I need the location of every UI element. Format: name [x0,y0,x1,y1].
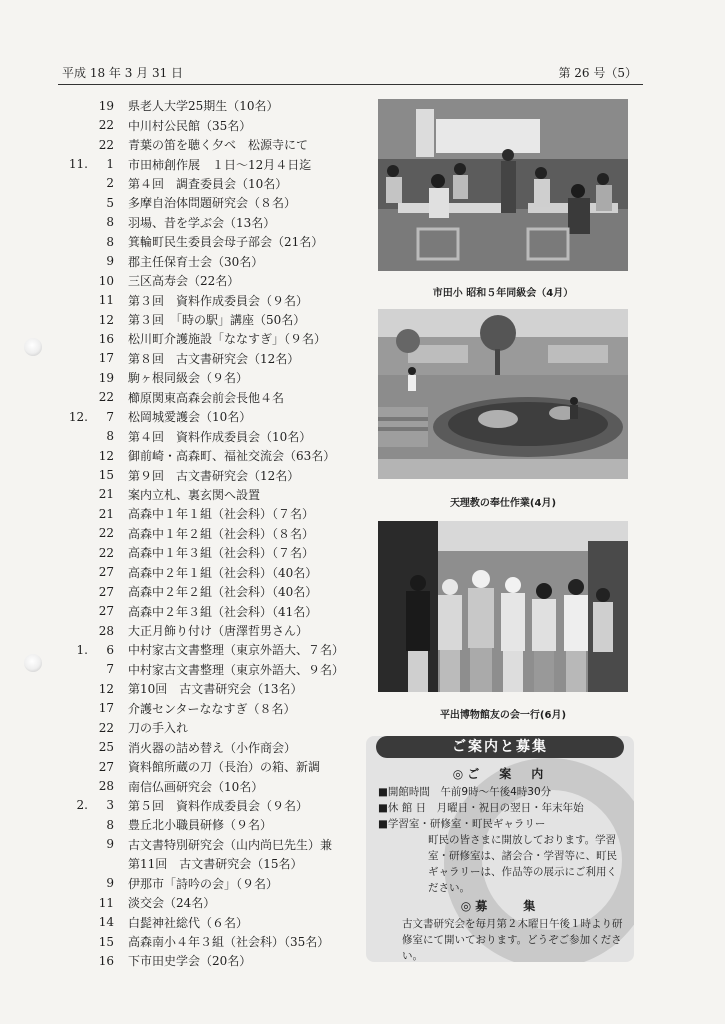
log-text: 中村家古文書整理（東京外語大、９名） [128,662,345,677]
photo-class-reunion [378,99,628,271]
log-text: 県老人大学25期生（10名） [128,99,279,114]
log-day: 3 [106,798,114,813]
log-day: 28 [98,779,114,794]
log-day: 7 [106,662,114,677]
log-day: 2 [106,176,114,191]
log-entry [66,757,356,776]
log-text: 古文書特別研究会（山内尚巳先生）兼 [128,837,333,852]
log-entry [66,407,356,426]
log-day: 17 [98,701,114,716]
log-text: 市田柿創作展 １日～12月４日迄 [128,157,312,172]
log-text: 多摩自治体問題研究会（８名） [128,196,297,211]
log-text: 三区高寿会（22名） [128,274,240,289]
log-entry [66,912,356,931]
log-day: 28 [98,623,114,638]
log-text: 高森中２年３組（社会科）（41名） [128,604,318,619]
log-day: 16 [98,331,114,346]
log-text: 豊丘北小職員研修（９名） [128,818,273,833]
log-text: 案内立札、裏玄関へ設置 [128,487,261,502]
log-text: 第10回 古文書研究会（13名） [128,682,303,697]
log-text: 羽場、昔を学ぶ会（13名） [128,215,276,230]
recruit-heading: ◎募 集 [460,899,540,913]
log-text: 御前崎・高森町、福祉交流会（63名） [128,449,336,464]
opening-hours: ■開館時間 午前9時～午後4時30分 [378,786,552,798]
info-box-body [366,764,634,964]
log-entry [66,504,356,523]
log-entry [66,951,356,970]
log-day: 27 [98,565,114,580]
log-entry [66,135,356,154]
log-text: 高森中２年１組（社会科）（40名） [128,565,318,580]
log-entry [66,737,356,756]
log-entry [66,621,356,640]
log-entry [66,796,356,815]
log-month: 12. [68,409,88,424]
info-box [366,736,634,962]
log-text: 第４回 資料作成委員会（10名） [128,429,312,444]
log-day: 7 [106,409,114,424]
log-entry [66,718,356,737]
log-day: 12 [98,312,114,327]
photo-caption: 天理教の奉仕作業(4月) [449,498,557,509]
log-entry [66,96,356,115]
log-text: 第５回 資料作成委員会（９名） [128,798,309,813]
log-day: 1 [106,157,114,172]
log-text: 松岡城愛護会（10名） [128,410,252,425]
log-entry [66,329,356,348]
log-entry [66,874,356,893]
log-text: 郡主任保育士会（30名） [128,254,264,269]
log-day: 8 [106,429,114,444]
log-day: 22 [98,526,114,541]
log-day: 9 [106,876,114,891]
log-text: 高森南小４年３組（社会科）（35名） [128,935,330,950]
photo-caption: 平出博物館友の会一行(6月) [439,710,567,721]
activity-log [66,96,356,971]
log-day: 16 [98,953,114,968]
log-entry [66,776,356,795]
log-day: 27 [98,604,114,619]
log-text: 第４回 調査委員会（10名） [128,176,288,191]
issue-number: 第 26 号（5） [558,66,637,80]
log-text: 大正月飾り付け（唐澤哲男さん） [128,624,309,639]
log-day: 11 [98,293,114,308]
log-day: 22 [98,720,114,735]
log-entry [66,368,356,387]
rooms-description: 町民の皆さまに開放しております。学習室・研修室は、諸会合・学習等に、町民ギャラリーは、作品等の展示にご利用ください。 [428,834,617,894]
log-text: 第３回 資料作成委員会（９名） [128,293,309,308]
log-entry [66,893,356,912]
log-entry [66,310,356,329]
log-day: 21 [98,487,114,502]
log-day: 10 [98,273,114,288]
photo-museum-group [378,521,628,692]
log-text: 青葉の笛を聴く夕べ 松源寺にて [128,138,309,153]
log-entry [66,601,356,620]
log-month: 11. [68,157,88,172]
log-day: 8 [106,234,114,249]
log-entry [66,271,356,290]
log-entry [66,485,356,504]
log-day: 5 [106,195,114,210]
photo-caption: 市田小 昭和５年同級会（4月） [432,288,574,299]
rooms-heading: ■学習室・研修室・町民ギャラリー [378,818,546,830]
log-text: 高森中１年３組（社会科）（７名） [128,546,315,561]
log-text: 消火器の詰め替え（小作商会） [128,740,297,755]
log-entry [66,815,356,834]
log-day: 22 [98,118,114,133]
log-text: 中村家古文書整理（東京外語大、７名） [128,643,345,658]
log-day: 21 [98,506,114,521]
binder-hole [24,654,42,672]
log-text: 下市田史学会（20名） [128,954,252,969]
log-text: 駒ヶ根同級会（９名） [128,371,249,386]
header-rule [58,84,643,85]
log-text: 中川村公民館（35名） [128,118,252,133]
log-text: 松川町介護施設「ななすぎ」（９名） [128,332,327,347]
log-entry [66,115,356,134]
log-entry [66,232,356,251]
log-text: 第９回 古文書研究会（12名） [128,468,300,483]
log-entry [66,640,356,659]
log-entry [66,388,356,407]
log-day: 14 [98,915,114,930]
info-box-title: ご案内と募集 [376,736,624,758]
log-entry [66,193,356,212]
guide-heading: ◎ご 案 内 [452,767,548,781]
log-day: 15 [98,934,114,949]
log-day: 19 [98,98,114,113]
log-entry [66,524,356,543]
log-text: 箕輪町民生委員会母子部会（21名） [128,235,324,250]
photo-garden-work [378,309,628,479]
log-text: 介護センターななすぎ（８名） [128,701,296,716]
log-day: 11 [98,895,114,910]
log-text: 南信仏画研究会（10名） [128,779,264,794]
log-day: 9 [106,837,114,852]
log-day: 22 [98,545,114,560]
log-text: 第８回 古文書研究会（12名） [128,351,300,366]
log-entry [66,543,356,562]
log-entry [66,154,356,173]
log-entry [66,213,356,232]
log-day: 6 [106,642,114,657]
log-day: 17 [98,351,114,366]
log-text: 伊那市「詩吟の会」（９名） [128,876,279,891]
log-day: 22 [98,137,114,152]
log-entry [66,835,356,854]
log-entry [66,582,356,601]
log-entry [66,446,356,465]
log-entry [66,252,356,271]
log-text: 第11回 古文書研究会（15名） [128,857,303,872]
log-entry [66,563,356,582]
closed-days: ■休 館 日 月曜日・祝日の翌日・年末年始 [378,802,584,814]
log-entry [66,679,356,698]
log-entry [66,932,356,951]
log-text: 櫛原関東高森会前会長他４名 [128,390,285,405]
log-month: 2. [76,798,88,813]
log-day: 8 [106,817,114,832]
log-day: 27 [98,584,114,599]
log-text: 白髭神社総代（６名） [128,915,249,930]
log-day: 12 [98,681,114,696]
log-day: 25 [98,740,114,755]
log-entry [66,660,356,679]
log-entry [66,349,356,368]
log-day: 27 [98,759,114,774]
log-entry [66,854,356,873]
log-text: 淡交会（24名） [128,896,216,911]
log-day: 22 [98,390,114,405]
log-text: 高森中１年１組（社会科）（７名） [128,507,315,522]
log-day: 9 [106,254,114,269]
log-text: 資料館所蔵の刀（長治）の箱、新調 [128,760,321,775]
log-day: 15 [98,468,114,483]
log-day: 12 [98,448,114,463]
log-entry [66,465,356,484]
log-entry [66,426,356,445]
log-month: 1. [76,642,88,657]
recruit-description: 古文書研究会を毎月第２木曜日午後１時より研修室にて開いております。どうぞご参加ください。 [402,918,623,962]
log-text: 高森中１年２組（社会科）（８名） [128,526,315,541]
log-text: 高森中２年２組（社会科）（40名） [128,585,318,600]
log-entry [66,174,356,193]
log-entry [66,290,356,309]
binder-hole [24,338,42,356]
log-day: 19 [98,370,114,385]
log-text: 刀の手入れ [128,721,189,736]
log-day: 8 [106,215,114,230]
log-entry [66,699,356,718]
log-text: 第３回 「時の駅」講座（50名） [128,313,306,328]
issue-date: 平成 18 年 3 月 31 日 [62,66,184,80]
